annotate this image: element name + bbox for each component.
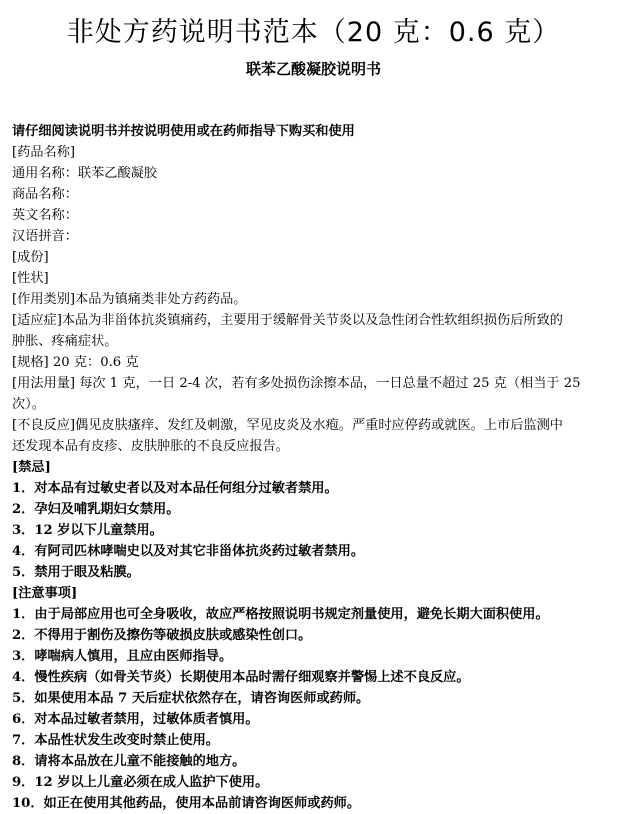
list-item: 2．不得用于割伤及擦伤等破损皮肤或感染性创口。 — [12, 628, 312, 643]
section-adverse-line2: 还发现本品有皮疹、皮肤肿胀的不良反应报告。 — [12, 439, 289, 454]
generic-name: 通用名称：联苯乙酸凝胶 — [12, 166, 158, 181]
list-item: 3．12 岁以下儿童禁用。 — [12, 523, 163, 538]
list-item: 1．对本品有过敏史者以及对本品任何组分过敏者禁用。 — [12, 481, 338, 496]
precautions-heading: [注意事项] — [12, 586, 78, 601]
pinyin-name: 汉语拼音： — [12, 229, 78, 244]
list-item: 5．如果使用本品 7 天后症状依然存在，请咨询医师或药师。 — [12, 691, 370, 706]
list-item: 4．慢性疾病（如骨关节炎）长期使用本品时需仔细观察并警惕上述不良反应。 — [12, 670, 470, 685]
section-properties: [性状] — [12, 271, 49, 286]
contraindications-heading: [禁忌] — [12, 460, 51, 475]
section-usage-line1: [用法用量] 每次 1 克，一日 2-4 次，若有多处损伤涂擦本品，一日总量不超过 25 克（相当于 25 — [12, 376, 581, 391]
usage-notice: 请仔细阅读说明书并按说明使用或在药师指导下购买和使用 — [12, 124, 355, 139]
trade-name: 商品名称： — [12, 187, 78, 202]
list-item: 8．请将本品放在儿童不能接触的地方。 — [12, 754, 246, 769]
list-item: 9．12 岁以上儿童必须在成人监护下使用。 — [12, 775, 269, 790]
contraindications-list — [12, 478, 612, 583]
list-item: 7．本品性状发生改变时禁止使用。 — [12, 733, 219, 748]
section-spec: [规格] 20 克：0.6 克 — [12, 355, 139, 370]
section-usage-line2: 次）。 — [12, 397, 45, 412]
precautions-list — [12, 604, 612, 814]
document-title: 非处方药说明书范本（20 克：0.6 克） — [66, 17, 561, 48]
section-category: [作用类别]本品为镇痛类非处方药药品。 — [12, 292, 247, 307]
document-subtitle: 联苯乙酸凝胶说明书 — [245, 60, 381, 78]
list-item: 1．由于局部应用也可全身吸收，故应严格按照说明书规定剂量使用，避免长期大面积使用。 — [12, 607, 549, 622]
section-drug-name: [药品名称] — [12, 145, 76, 160]
section-indications-line2: 肿胀、疼痛症状。 — [12, 334, 118, 349]
list-item: 2．孕妇及哺乳期妇女禁用。 — [12, 502, 180, 517]
list-item: 10．如正在使用其他药品，使用本品前请咨询医师或药师。 — [12, 796, 361, 811]
leaflet-body — [12, 121, 612, 814]
list-item: 6．对本品过敏者禁用，过敏体质者慎用。 — [12, 712, 259, 727]
list-item: 3．哮喘病人慎用，且应由医师指导。 — [12, 649, 233, 664]
english-name: 英文名称： — [12, 208, 78, 223]
list-item: 4．有阿司匹林哮喘史以及对其它非甾体抗炎药过敏者禁用。 — [12, 544, 365, 559]
section-ingredients: [成份] — [12, 250, 49, 265]
section-indications-line1: [适应症]本品为非甾体抗炎镇痛药，主要用于缓解骨关节炎以及急性闭合性软组织损伤后所致的 — [12, 313, 563, 328]
list-item: 5．禁用于眼及粘膜。 — [12, 565, 140, 580]
section-adverse-line1: [不良反应]偶见皮肤瘙痒、发红及刺激，罕见皮炎及水疱。严重时应停药或就医。上市后监测中 — [12, 418, 563, 433]
